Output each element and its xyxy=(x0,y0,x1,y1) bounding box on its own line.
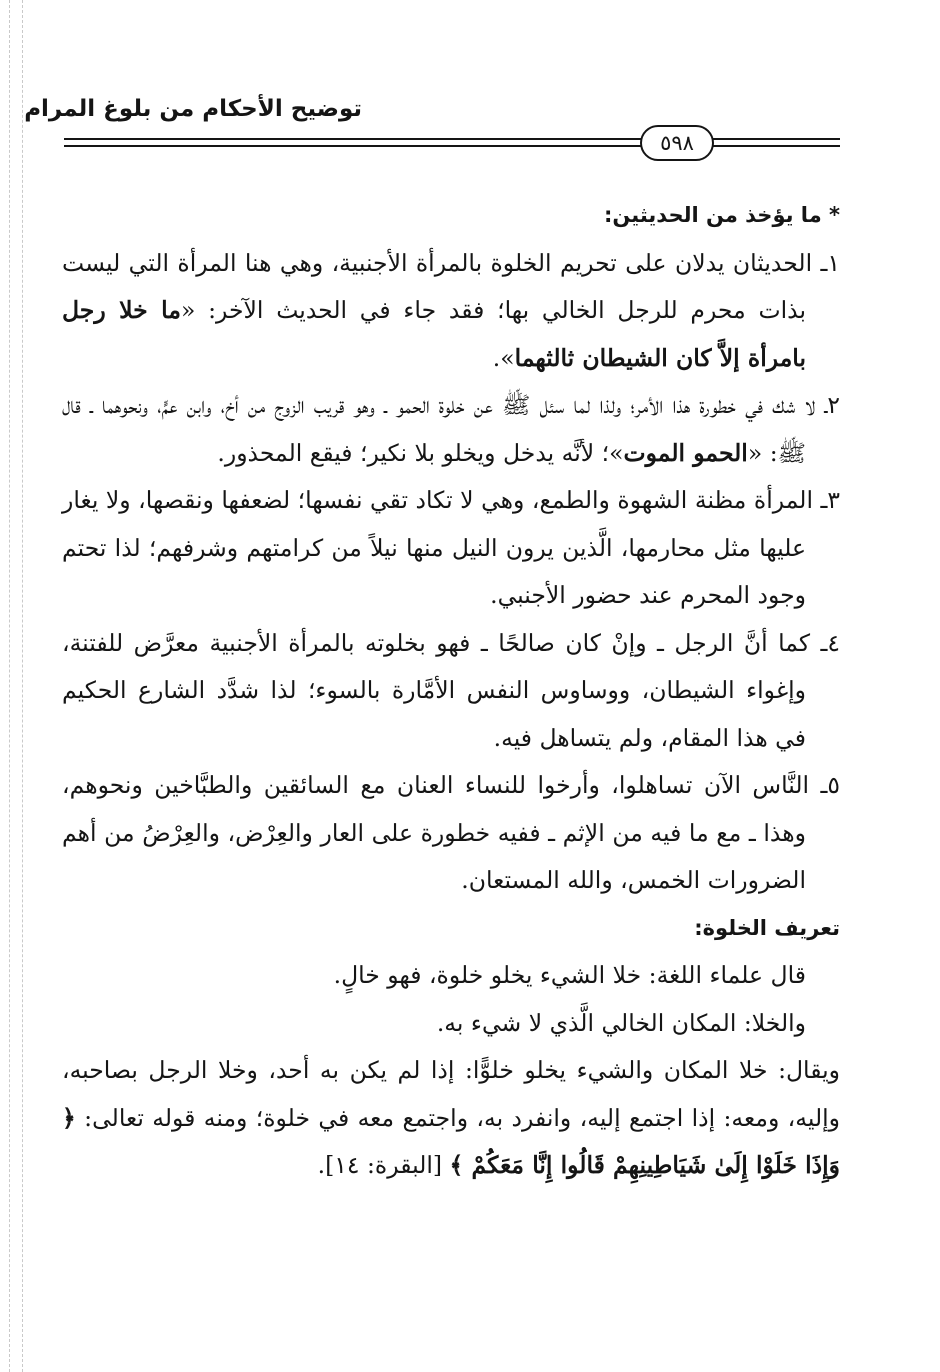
scan-edge-line xyxy=(22,0,23,1372)
book-title: توضيح الأحكام من بلوغ المرام xyxy=(24,96,362,122)
list-item: ٣ـ المرأة مظنة الشهوة والطمع، وهي لا تكاد تقي نفسها؛ لضعفها ونقصها، ولا يغار عليها مثل محارمها، الَّذين يرون النيل منها نيلاً من كرامتهم وشرفهم؛ لذا تحتم وجود المحرم عند حضور الأجنبي. xyxy=(62,486,840,609)
list-item: ١ـ الحديثان يدلان على تحريم الخلوة بالمرأة الأجنبية، وهي هنا المرأة التي ليست بذات محرم للرجل الخالي بها؛ فقد جاء في الحديث الآخر: «ما خلا رجل بامرأة إلاَّ كان الشيطان ثالثهما». xyxy=(62,248,840,372)
hadith-quote: الحمو الموت xyxy=(623,438,748,467)
scan-edge-line xyxy=(9,0,10,1372)
list-item: ٥ـ النَّاس الآن تساهلوا، وأرخوا للنساء العنان مع السائقين والطبَّاخين ونحوهم، وهذا ـ مع ما فيه من الإثم ـ ففيه خطورة على العار والعِرْض، والعِرْضُ من أهم الضرورات الخمس، والله المستعان. xyxy=(62,771,840,894)
definition-heading: تعريف الخلوة: xyxy=(694,915,840,940)
header-rule-bottom xyxy=(64,145,840,147)
page-body xyxy=(62,192,840,1190)
section-heading: * ما يؤخذ من الحديثين: xyxy=(603,203,840,227)
list-item: ٢ـ لا شك في خطورة هذا الأمر؛ ولذا لما سئل ﷺ عن خلوة الحمو ـ وهو قريب الزوج من أخ، وابن عمٍّ، ونحوهما ـ قال ﷺ: «الحمو الموت»؛ لأنَّه يدخل ويخلو بلا نكير؛ فيقع المحذور. xyxy=(62,391,840,467)
verse-citation: [البقرة: ١٤]. xyxy=(317,1151,450,1179)
definition-line: والخلا: المكان الخالي الَّذي لا شيء به. xyxy=(436,1008,806,1037)
definition-line: قال علماء اللغة: خلا الشيء يخلو خلوة، فهو خالٍ. xyxy=(333,961,806,989)
page-number: ٥٩٨ xyxy=(640,125,714,161)
quran-verse: ﴿ وَإِذَا خَلَوْا إِلَىٰ شَيَاطِينِهِمْ قَالُوا إِنَّا مَعَكُمْ ﴾ xyxy=(62,1103,840,1179)
final-paragraph: ويقال: خلا المكان والشيء يخلو خلوًّا: إذا لم يكن به أحد، وخلا الرجل بصاحبه، وإليه، ومعه: إذا اجتمع إليه، وانفرد به، واجتمع معه في خلوة؛ ومنه قوله تعالى: ﴿ وَإِذَا خَلَوْا إِلَىٰ شَيَاطِينِهِمْ قَالُوا إِنَّا مَعَكُمْ ﴾ [البقرة: ١٤]. xyxy=(62,1056,840,1179)
hadith-quote: ما خلا رجل بامرأة إلاَّ كان الشيطان ثالثهما xyxy=(62,296,806,372)
header-rule-top xyxy=(64,138,840,140)
list-item: ٤ـ كما أنَّ الرجل ـ وإنْ كان صالحًا ـ فهو بخلوته بالمرأة الأجنبية معرَّض للفتنة، وإغواء الشيطان، ووساوس النفس الأمَّارة بالسوء؛ لذا شدَّد الشارع الحكيم في هذا المقام، ولم يتساهل فيه. xyxy=(62,628,840,752)
